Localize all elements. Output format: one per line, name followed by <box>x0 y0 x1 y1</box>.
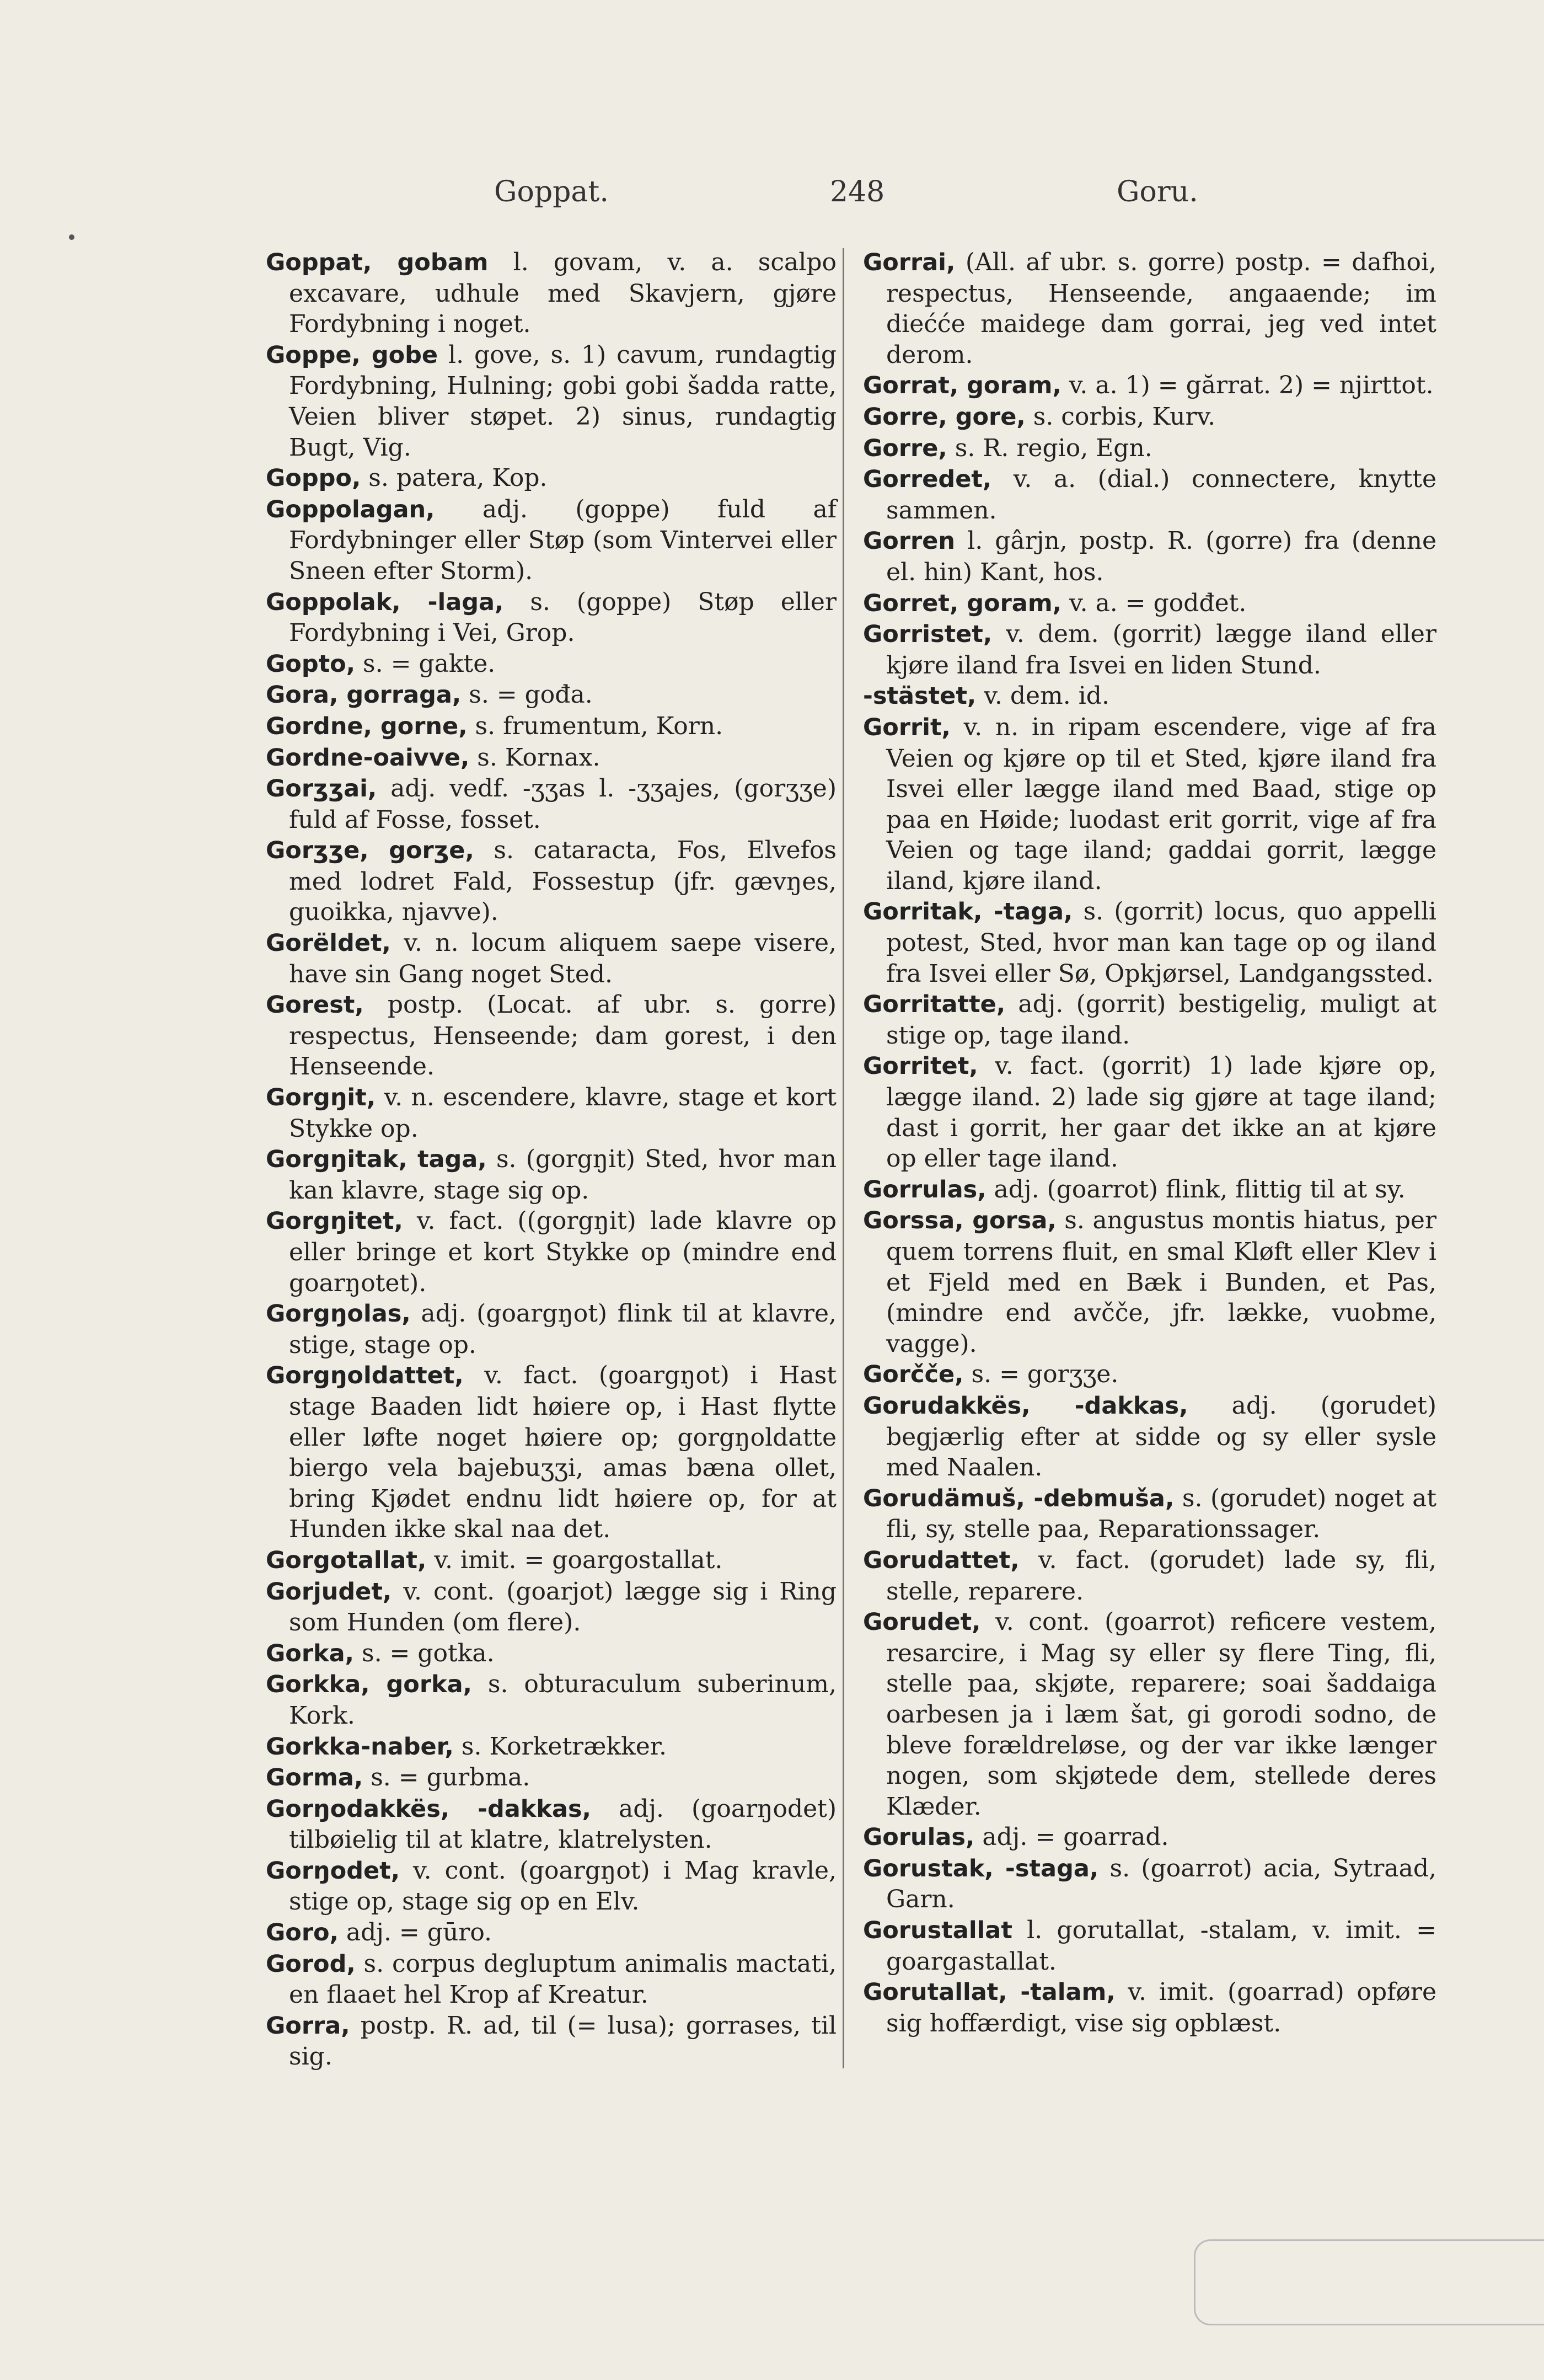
entry-definition: s. Korketrækker. <box>453 1732 667 1761</box>
ink-speck <box>69 234 74 240</box>
entry-definition: v. n. escendere, klavre, stage et kort Stykke op. <box>289 1083 837 1143</box>
entry-definition: s. (goppe) Støp eller Fordybning i Vei, Grop. <box>289 587 837 648</box>
entry-headword: Goppolak, -laga, <box>266 588 504 616</box>
dictionary-entry <box>863 1051 1436 1174</box>
entry-headword: Gorre, gore, <box>863 403 1026 431</box>
entry-definition: v. cont. (goarjot) lægge sig i Ring som Hunden (om flere). <box>289 1577 837 1637</box>
entry-headword: Gorŋodet, <box>266 1857 400 1885</box>
entry-definition: adj. (goppe) fuld af Fordybninger eller Støp (som Vintervei eller Sneen efter Storm). <box>289 495 837 585</box>
dictionary-entry <box>863 370 1436 402</box>
entry-definition: adj. = goarrad. <box>974 1823 1169 1852</box>
entry-headword: Gorritatte, <box>863 991 1006 1019</box>
dictionary-entry <box>863 1483 1436 1545</box>
entry-definition: v. fact. ((gorgŋit) lade klavre op eller bringe et kort Stykke op (mindre end goarŋotet). <box>289 1207 837 1297</box>
dictionary-entry <box>266 1669 837 1731</box>
dictionary-entry <box>863 247 1436 370</box>
entry-definition: s. Kornax. <box>469 743 601 772</box>
entry-headword: Gopto, <box>266 650 356 678</box>
entry-definition: adj. vedf. -ʒʒas l. -ʒʒajes, (gorʒʒe) fuld af Fosse, fosset. <box>289 774 837 834</box>
entry-headword: Gorudet, <box>863 1608 981 1636</box>
entry-definition: v. imit. = goargostallat. <box>426 1545 723 1574</box>
dictionary-entry <box>863 1607 1436 1822</box>
entry-definition: s. = gakte. <box>355 649 496 678</box>
entry-definition: s. patera, Kop. <box>361 464 548 493</box>
dictionary-entry <box>863 1822 1436 1853</box>
entry-headword: Gorudämuš, -debmuša, <box>863 1484 1175 1512</box>
entry-definition: (All. af ubr. s. gorre) postp. = dafhoi, respectus, Henseende, angaaende; im diećće maidege dam gorrai, jeg ved intet derom. <box>886 248 1436 369</box>
dictionary-entry <box>863 1915 1436 1977</box>
dictionary-entry <box>266 1576 837 1638</box>
dictionary-entry <box>266 1298 837 1360</box>
library-stamp-outline <box>1194 2239 1544 2325</box>
entry-headword: Gordne-oaivve, <box>266 744 470 772</box>
entry-headword: Gorren <box>863 527 956 555</box>
dictionary-entry <box>266 773 837 835</box>
entry-headword: Goppo, <box>266 464 361 493</box>
page-number: 248 <box>830 175 885 208</box>
dictionary-entry <box>266 1762 837 1794</box>
entry-definition: adj. = gūro. <box>338 1918 492 1947</box>
dictionary-entry <box>266 1855 837 1917</box>
dictionary-entry <box>863 619 1436 681</box>
left-column <box>266 247 837 2072</box>
entry-headword: -stästet, <box>863 682 977 710</box>
entry-definition: v. cont. (goarrot) reficere vestem, resarcire, i Mag sy eller sy flere Ting, fli, stelle paa, skjøte, reparere; soai šaddaiga oarbesen ja i læm šat, gi gorodi sodno, de bleve forældreløse, og der var ikke længer nogen, som skjøtede dem, stellede deres Klæder. <box>886 1608 1436 1821</box>
dictionary-entry <box>266 587 837 649</box>
entry-headword: Gora, gorraga, <box>266 681 462 709</box>
entry-headword: Goppe, gobe <box>266 341 438 369</box>
entry-definition: adj. (goarŋodet) tilbøielig til at klatre, klatrelysten. <box>289 1794 837 1854</box>
entry-headword: Gorgotallat, <box>266 1546 427 1574</box>
dictionary-entry <box>266 1144 837 1206</box>
entry-headword: Gorʒʒe, gorʒe, <box>266 837 474 865</box>
entry-headword: Gorëldet, <box>266 929 391 958</box>
entry-definition: s. cataracta, Fos, Elvefos med lodret Fald, Fossestup (jfr. gævŋes, guoikka, njavve). <box>289 836 837 927</box>
entry-definition: l. govam, v. a. scalpo excavare, udhule med Skavjern, gjøre Fordybning i noget. <box>289 248 837 339</box>
entry-definition: s. frumentum, Korn. <box>467 712 723 740</box>
entry-headword: Gorʒʒai, <box>266 775 377 803</box>
column-divider <box>843 248 844 2068</box>
entry-headword: Goppat, gobam <box>266 249 489 276</box>
entry-definition: adj. (gorrit) bestigelig, muligt at stige op, tage iland. <box>886 990 1436 1050</box>
header-right-catchword: Goru. <box>1117 175 1198 208</box>
dictionary-entry <box>863 1390 1436 1483</box>
entry-definition: v. cont. (goargŋot) i Mag kravle, stige op, stage sig op en Elv. <box>289 1856 837 1916</box>
entry-definition: v. n. in ripam escendere, vige af fra Veien og kjøre op til et Sted, kjøre iland fra Isvei eller lægge iland med Baad, stige op paa en Høide; luodast erit gorrit, vige af fra Veien og tage iland; gaddai gorrit, lægge iland, kjøre iland. <box>886 713 1436 895</box>
dictionary-entry <box>266 711 837 742</box>
dictionary-entry <box>266 1545 837 1576</box>
entry-headword: Gorristet, <box>863 621 993 649</box>
dictionary-entry <box>266 649 837 680</box>
entry-definition: v. fact. (gorrit) 1) lade kjøre op, lægge iland. 2) lade sig gjøre at tage iland; dast i gorrit, her gaar det ikke an at kjøre op eller tage iland. <box>886 1052 1436 1173</box>
entry-definition: v. dem. id. <box>976 682 1109 710</box>
entry-definition: l. gorutallat, -stalam, v. imit. = goargastallat. <box>886 1916 1436 1976</box>
entry-definition: s. corpus degluptum animalis mactati, en flaaet hel Krop af Kreatur. <box>289 1949 837 2009</box>
dictionary-entry <box>266 928 837 990</box>
entry-headword: Gorritet, <box>863 1052 978 1081</box>
entry-definition: v. a. = godđet. <box>1061 589 1247 617</box>
dictionary-entry <box>863 433 1436 464</box>
dictionary-entry <box>266 1917 837 1949</box>
entry-headword: Gorre, <box>863 434 947 462</box>
entry-headword: Gorjudet, <box>266 1577 392 1606</box>
entry-definition: s. = gođa. <box>461 681 593 709</box>
dictionary-entry <box>863 588 1436 619</box>
dictionary-entry <box>863 1205 1436 1359</box>
running-header <box>0 175 1544 220</box>
entry-definition: s. angustus montis hiatus, per quem torrens fluit, en smal Kløft eller Klev i et Fjeld med en Bæk i Bunden, et Pas, (mindre end avčče, jfr. lække, vuobme, vagge). <box>886 1206 1436 1358</box>
dictionary-entry <box>266 494 837 587</box>
entry-headword: Gorrit, <box>863 713 951 741</box>
dictionary-entry <box>266 463 837 494</box>
entry-definition: v. n. locum aliquem saepe visere, have sin Gang noget Sted. <box>289 929 837 988</box>
dictionary-entry <box>266 1360 837 1545</box>
entry-headword: Gorŋodakkës, -dakkas, <box>266 1795 591 1823</box>
entry-headword: Gorma, <box>266 1764 363 1792</box>
entry-definition: v. a. 1) = gărrat. 2) = njirttot. <box>1061 371 1434 400</box>
dictionary-entry <box>863 1174 1436 1206</box>
dictionary-entry <box>863 1977 1436 2039</box>
dictionary-entry <box>863 1853 1436 1915</box>
entry-definition: postp. (Locat. af ubr. s. gorre) respectus, Henseende; dam gorest, i den Henseende. <box>289 991 837 1081</box>
dictionary-entry <box>266 1638 837 1670</box>
entry-definition: v. fact. (gorudet) lade sy, fli, stelle, reparere. <box>886 1545 1436 1606</box>
dictionary-entry <box>266 680 837 711</box>
entry-headword: Gorrat, goram, <box>863 372 1062 400</box>
entry-definition: s. = gorʒʒe. <box>963 1360 1119 1389</box>
dictionary-entry <box>266 247 837 340</box>
entry-definition: adj. (gorudet) begjærlig efter at sidde og sy eller sysle med Naalen. <box>886 1391 1437 1482</box>
entry-definition: v. fact. (goargŋot) i Hast stage Baaden lidt høiere op, i Hast flytte eller løfte noget høiere op; gorgŋoldatte biergo vela bajebuʒʒi, amas bæna ollet, bring Kjødet endnu lidt høiere op, for at Hunden ikke skal naa det. <box>289 1361 837 1544</box>
entry-definition: l. gârjn, postp. R. (gorre) fra (denne el. hin) Kant, hos. <box>886 527 1436 586</box>
entry-definition: s. = gurbma. <box>363 1763 530 1792</box>
dictionary-entry <box>863 1545 1436 1607</box>
entry-headword: Gorra, <box>266 2012 350 2040</box>
dictionary-entry <box>863 681 1436 712</box>
entry-definition: postp. R. ad, til (= lusa); gorrases, til sig. <box>289 2011 837 2071</box>
dictionary-entry <box>266 1949 837 2010</box>
entry-headword: Gorrai, <box>863 249 956 276</box>
entry-headword: Gorkka, gorka, <box>266 1671 472 1699</box>
dictionary-entry <box>863 712 1436 897</box>
entry-headword: Gorgŋoldattet, <box>266 1362 464 1390</box>
entry-definition: adj. (goargŋot) flink til at klavre, stige, stage op. <box>289 1299 837 1359</box>
entry-headword: Gorredet, <box>863 466 992 494</box>
dictionary-entry <box>266 990 837 1082</box>
right-column <box>863 247 1436 2039</box>
entry-headword: Gorudakkës, -dakkas, <box>863 1392 1188 1420</box>
entry-headword: Gorest, <box>266 991 364 1019</box>
dictionary-entry <box>863 526 1436 587</box>
entry-definition: s. (gorgŋit) Sted, hvor man kan klavre, stage sig op. <box>289 1145 837 1205</box>
entry-headword: Gorgŋit, <box>266 1084 376 1112</box>
entry-headword: Gorritak, -taga, <box>863 898 1073 926</box>
entry-headword: Goro, <box>266 1919 339 1947</box>
entry-headword: Gorrulas, <box>863 1175 987 1204</box>
entry-headword: Gorka, <box>266 1639 354 1667</box>
entry-headword: Gorustak, -staga, <box>863 1854 1099 1882</box>
entry-definition: s. (gorudet) noget at fli, sy, stelle paa, Reparationssager. <box>886 1484 1437 1544</box>
entry-definition: s. (goarrot) acia, Sytraad, Garn. <box>886 1854 1436 1914</box>
dictionary-entry <box>266 1794 837 1855</box>
entry-headword: Gorkka-naber, <box>266 1732 454 1761</box>
entry-definition: s. R. regio, Egn. <box>947 434 1152 462</box>
entry-definition: s. corbis, Kurv. <box>1025 402 1216 431</box>
entry-headword: Gorulas, <box>863 1823 975 1852</box>
entry-definition: s. (gorrit) locus, quo appelli potest, Sted, hvor man kan tage op og iland fra Isvei eller Sø, Opkjørsel, Landgangssted. <box>886 897 1437 988</box>
entry-definition: v. a. (dial.) connectere, knytte sammen. <box>886 465 1436 525</box>
entry-headword: Gorčče, <box>863 1361 964 1389</box>
entry-definition: v. imit. (goarrad) opføre sig hoffærdigt, vise sig opblæst. <box>886 1978 1436 2037</box>
entry-headword: Gorgŋolas, <box>266 1300 411 1328</box>
dictionary-entry <box>266 835 837 928</box>
entry-headword: Gorustallat <box>863 1917 1012 1945</box>
dictionary-entry <box>863 896 1436 989</box>
dictionary-entry <box>863 1359 1436 1390</box>
header-left-catchword: Goppat. <box>494 175 609 208</box>
entry-headword: Gorgŋitet, <box>266 1207 403 1236</box>
dictionary-entry <box>863 402 1436 433</box>
entry-definition: s. obturaculum suberinum, Kork. <box>289 1670 837 1730</box>
entry-definition: l. gove, s. 1) cavum, rundagtig Fordybning, Hulning; gobi gobi šadda ratte, Veien bliver støpet. 2) sinus, rundagtig Bugt, Vig. <box>289 340 837 462</box>
dictionary-entry <box>266 742 837 774</box>
dictionary-entry <box>266 2010 837 2072</box>
entry-headword: Gorssa, gorsa, <box>863 1207 1057 1235</box>
entry-headword: Goppolagan, <box>266 495 435 523</box>
dictionary-entry <box>863 464 1436 526</box>
dictionary-entry <box>863 989 1436 1051</box>
entry-headword: Gorudattet, <box>863 1546 1020 1574</box>
dictionary-entry <box>266 1731 837 1763</box>
entry-definition: s. = gotka. <box>354 1639 495 1667</box>
entry-headword: Gorgŋitak, taga, <box>266 1146 487 1174</box>
entry-definition: v. dem. (gorrit) lægge iland eller kjøre iland fra Isvei en liden Stund. <box>886 620 1436 680</box>
entry-headword: Gorod, <box>266 1950 356 1978</box>
entry-headword: Gorutallat, -talam, <box>863 1978 1116 2007</box>
entry-headword: Gordne, gorne, <box>266 712 468 740</box>
dictionary-entry <box>266 1206 837 1298</box>
dictionary-entry <box>266 340 837 463</box>
entry-definition: adj. (goarrot) flink, flittig til at sy. <box>986 1175 1406 1204</box>
entry-headword: Gorret, goram, <box>863 589 1062 617</box>
dictionary-entry <box>266 1082 837 1144</box>
